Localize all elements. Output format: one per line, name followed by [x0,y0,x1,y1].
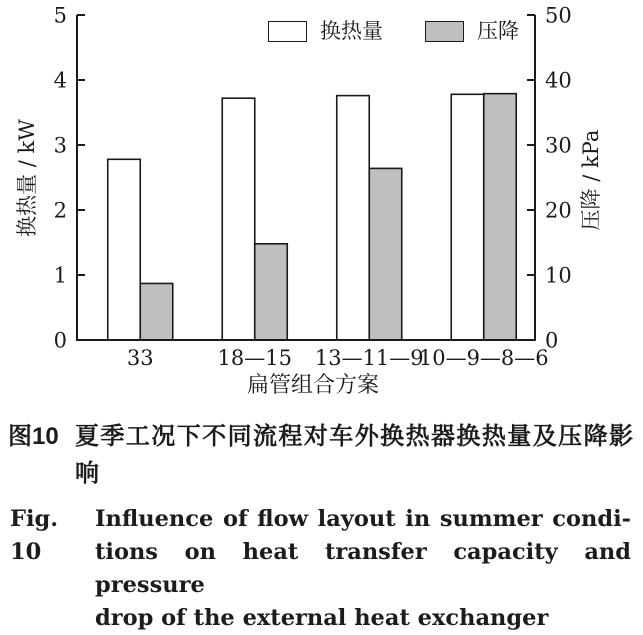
legend-item-heat [268,21,383,42]
x-axis-title: 扁管组合方案 [246,373,380,398]
caption-english [10,503,631,635]
figure-number-zh: 图10 [8,423,59,450]
caption-zh-line1: 夏季工况下不同流程对车外换热器换热量及压降影 [75,423,633,450]
left-tick-label: 4 [53,68,67,93]
heat-transfer-swatch [268,21,307,42]
caption-en-line3: drop of the external heat exchanger [95,605,549,631]
bar-heat-transfer [451,94,484,340]
legend-item-pressure [425,21,519,42]
caption-en-line1: Influence of flow layout in summer condi- [95,506,631,532]
left-tick-label: 2 [53,198,67,223]
right-axis-title: 压降 / kPa [579,129,603,231]
bar-pressure-drop [255,244,288,340]
caption-text-en [95,503,631,635]
caption-zh-line2: 响 [75,460,99,487]
right-tick-label: 0 [545,328,559,353]
x-tick-label: 13—11—9 [314,346,424,370]
x-tick-label: 10—9—8—6 [418,346,549,370]
bar-pressure-drop [140,283,173,340]
bar-pressure-drop [369,168,402,340]
right-tick-label: 20 [545,198,572,223]
legend [268,21,519,42]
bar-heat-transfer [222,98,255,340]
left-tick-label: 1 [53,263,67,288]
bar-heat-transfer [108,159,141,340]
right-tick-label: 30 [545,133,572,158]
pressure-drop-swatch [425,21,464,42]
caption-text-zh [75,418,633,492]
legend-label-heat: 换热量 [320,19,383,43]
left-tick-label: 3 [53,133,67,158]
bar-pressure-drop [484,94,517,340]
right-tick-label: 10 [545,263,572,288]
bar-heat-transfer [337,96,370,340]
right-tick-label: 40 [545,68,572,93]
caption-chinese [8,418,633,492]
left-axis-title: 换热量 / kW [15,119,39,237]
left-tick-label: 0 [53,328,67,353]
right-tick-label: 50 [545,3,572,28]
figure-number-en: Fig. 10 [10,506,59,565]
left-tick-label: 5 [53,3,67,28]
caption-en-line2: tions on heat transfer capacity and pressure [95,539,631,598]
x-tick-label: 33 [126,346,154,370]
legend-label-pressure: 压降 [477,19,519,43]
x-tick-label: 18—15 [217,346,292,370]
